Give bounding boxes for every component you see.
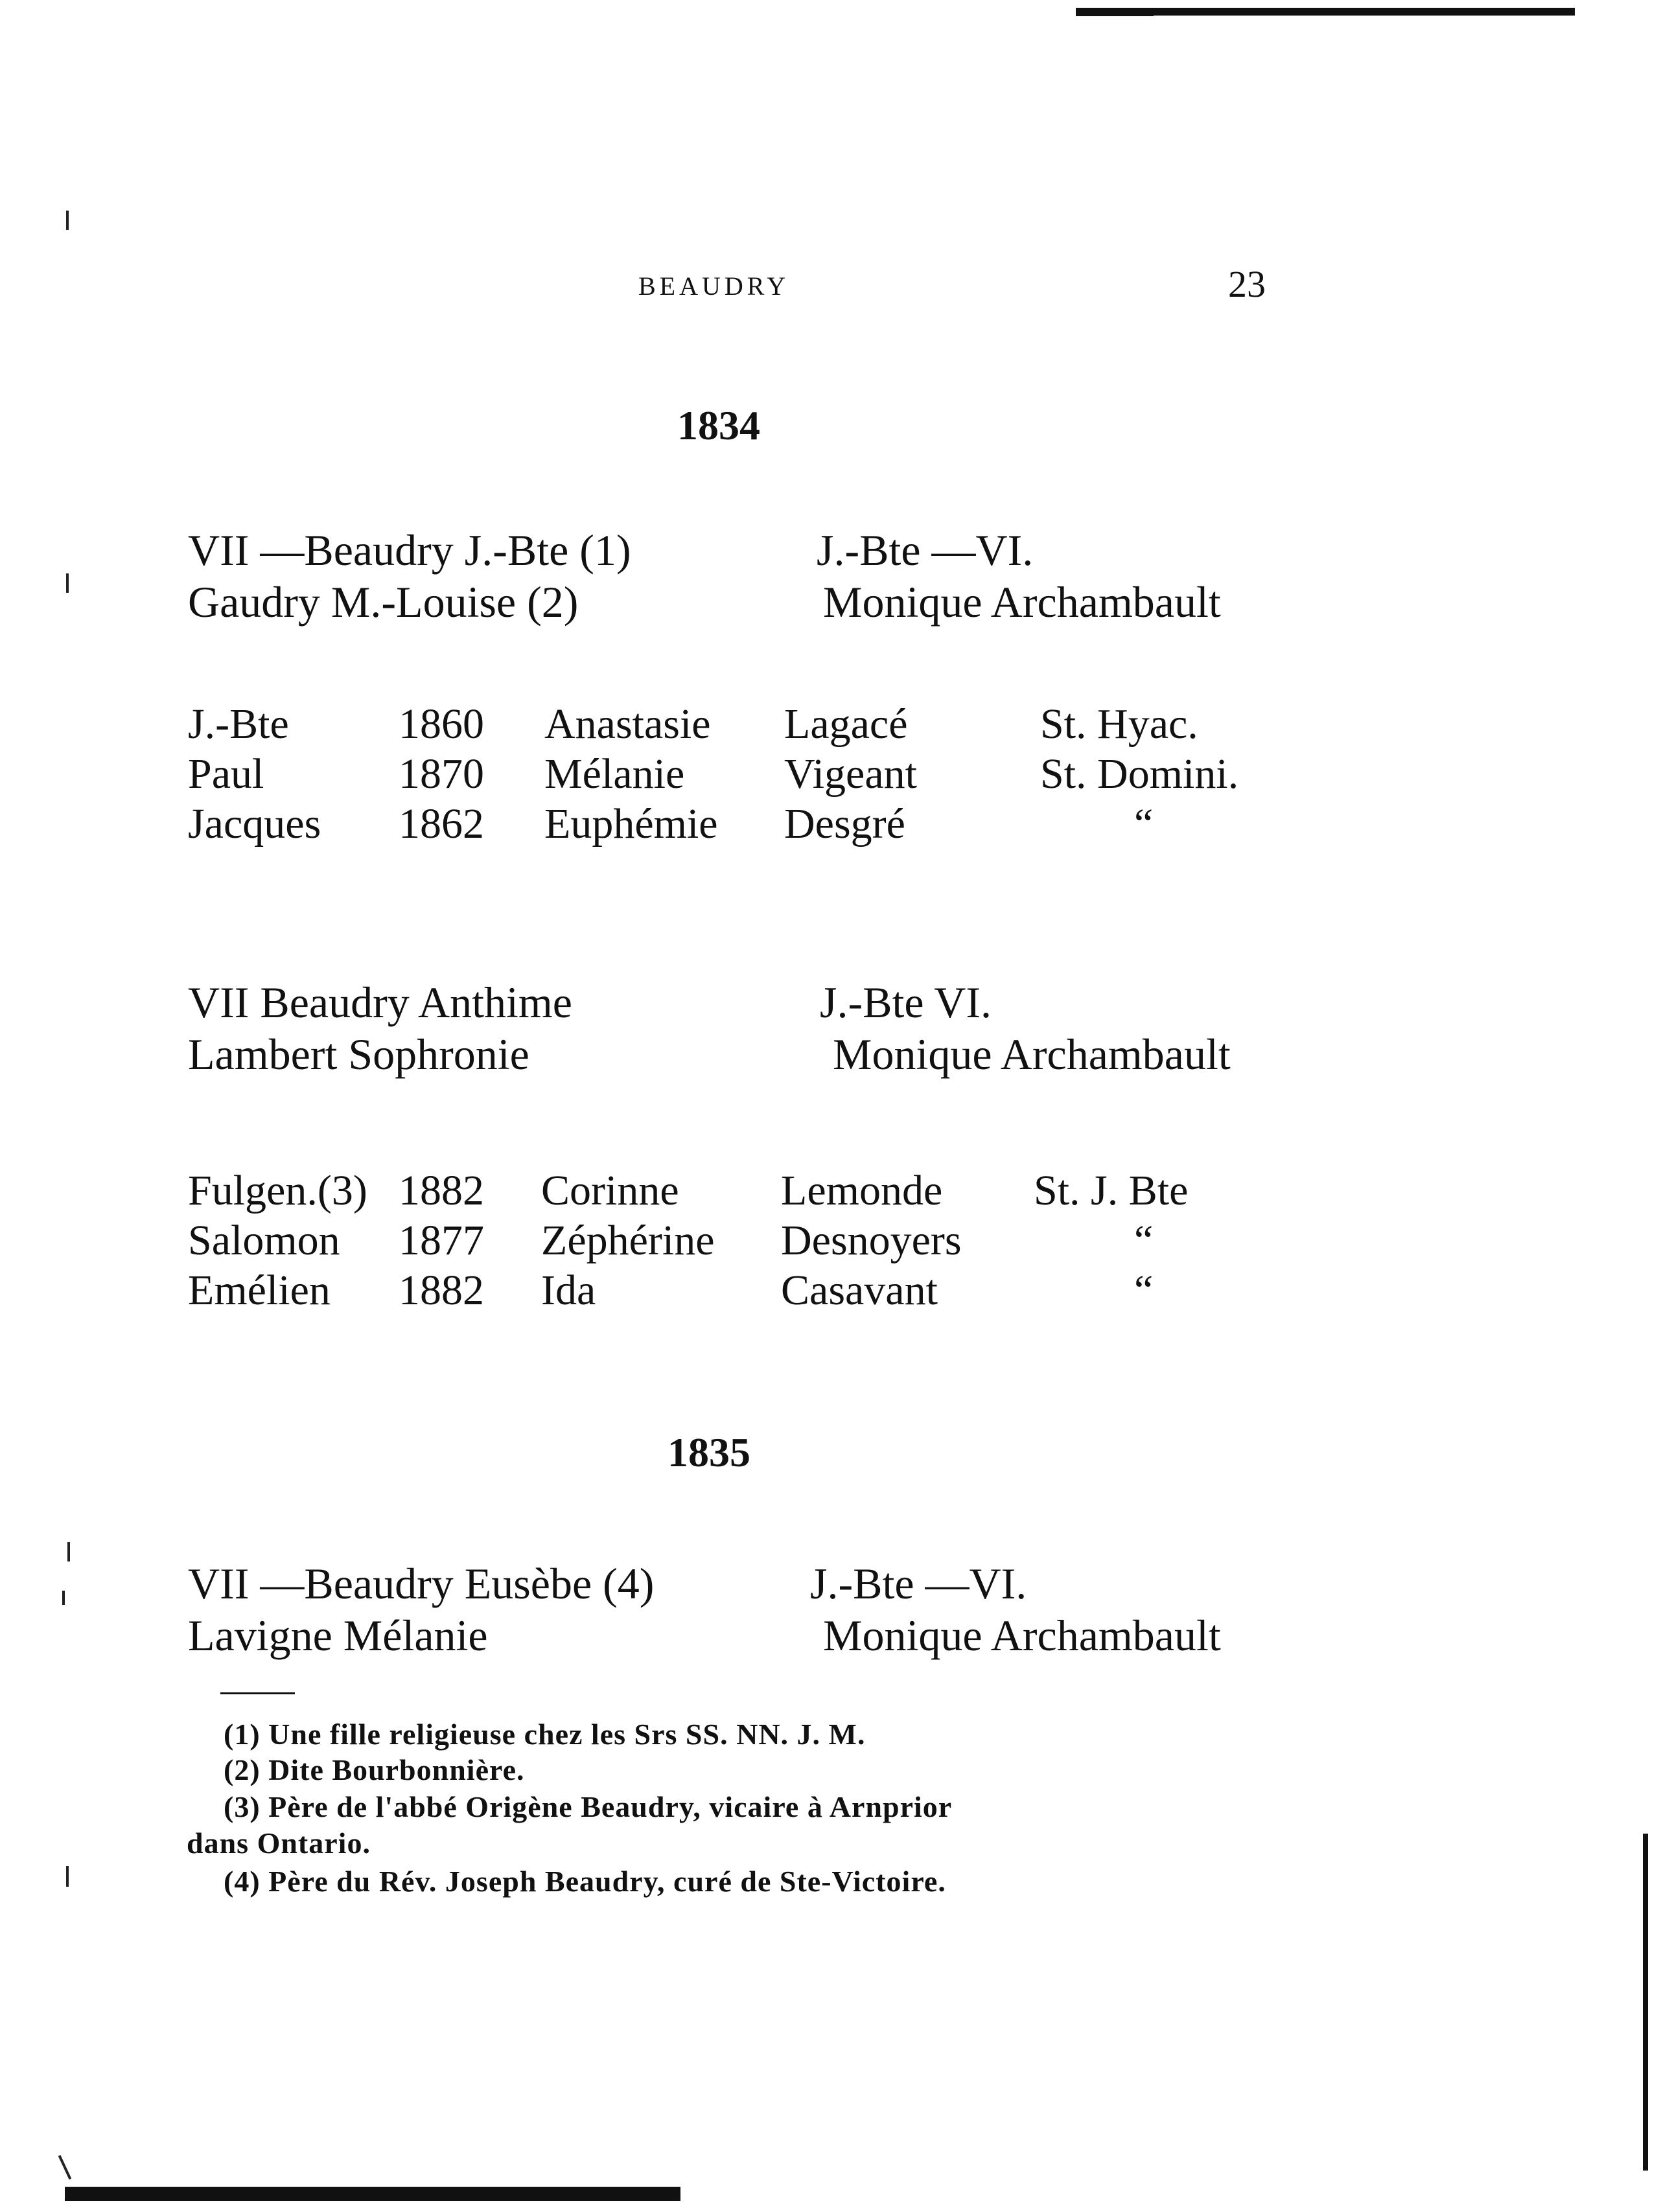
footnote-2: (2) Dite Bourbonnière. [224,1753,525,1786]
margin-mark [66,1866,69,1887]
husband-line: VII Beaudry Anthime [188,978,572,1027]
wife-line: Lambert Sophronie [188,1030,529,1079]
margin-mark [67,1542,70,1561]
spouse-last-name: Desnoyers [781,1217,962,1264]
footnote-4: (4) Père du Rév. Joseph Beaudry, curé de Ste-Victoire. [224,1865,946,1898]
child-year: 1862 [399,800,484,847]
wife-line: Gaudry M.-Louise (2) [188,577,579,627]
spouse-last-name: Lemonde [781,1167,943,1214]
running-title: BEAUDRY [638,271,790,301]
marriage-place: St. J. Bte [1034,1167,1189,1214]
wife-parents: Monique Archambault [823,577,1221,627]
spouse-last-name: Lagacé [784,700,908,748]
margin-mark [66,573,69,593]
bottom-edge-rule [65,2187,680,2201]
marriage-place: “ [1134,1267,1154,1314]
page-number: 23 [1228,263,1266,305]
wife-parents: Monique Archambault [823,1611,1221,1660]
marriage-place: “ [1134,800,1154,847]
margin-mark [62,1591,65,1605]
child-name: Emélien [188,1267,331,1314]
marriage-place: “ [1134,1217,1154,1264]
child-year: 1877 [399,1217,484,1264]
child-year: 1860 [399,700,484,748]
child-name: Fulgen.(3) [188,1167,367,1214]
husband-line: VII —Beaudry Eusèbe (4) [188,1559,655,1608]
spouse-last-name: Vigeant [784,750,917,798]
footnote-separator [220,1692,295,1694]
spouse-first-name: Euphémie [544,800,718,847]
margin-mark [58,2155,72,2180]
spouse-first-name: Anastasie [544,700,711,748]
child-year: 1870 [399,750,484,798]
child-name: Jacques [188,800,321,847]
child-name: J.-Bte [188,700,289,748]
year-heading-1834: 1834 [677,402,760,448]
year-heading-1835: 1835 [668,1429,750,1475]
footnote-1: (1) Une fille religieuse chez les Srs SS. NN. J. M. [224,1718,866,1751]
spouse-last-name: Desgré [784,800,905,847]
marriage-place: St. Domini. [1040,750,1239,798]
margin-mark [66,211,69,230]
wife-line: Lavigne Mélanie [188,1611,488,1660]
husband-line: VII —Beaudry J.-Bte (1) [188,525,631,575]
child-name: Paul [188,750,264,798]
spouse-first-name: Ida [541,1267,596,1314]
marriage-place: St. Hyac. [1040,700,1198,748]
husband-parents: J.-Bte —VI. [810,1559,1027,1608]
child-year: 1882 [399,1267,484,1314]
spouse-first-name: Corinne [541,1167,679,1214]
wife-parents: Monique Archambault [833,1030,1231,1079]
child-name: Salomon [188,1217,340,1264]
husband-parents: J.-Bte VI. [820,978,992,1027]
husband-parents: J.-Bte —VI. [817,525,1034,575]
top-edge-thin-rule [1076,14,1154,16]
right-margin-line [1643,1834,1648,2171]
child-year: 1882 [399,1167,484,1214]
spouse-first-name: Mélanie [544,750,685,798]
spouse-last-name: Casavant [781,1267,938,1314]
spouse-first-name: Zéphérine [541,1217,715,1264]
footnote-3-continued: dans Ontario. [187,1826,371,1860]
footnote-3: (3) Père de l'abbé Origène Beaudry, vicaire à Arnprior [224,1790,953,1823]
